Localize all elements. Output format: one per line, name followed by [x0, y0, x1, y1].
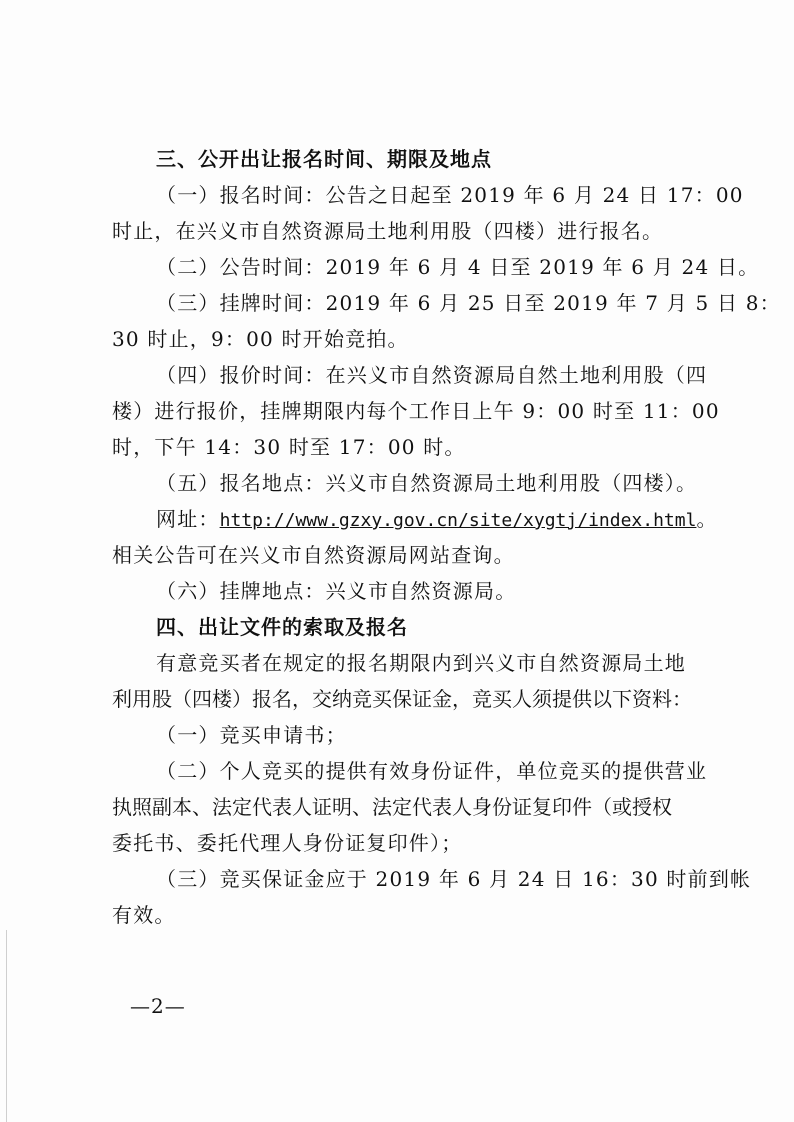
section-3-item-3-line-1: （三）挂牌时间：2019 年 6 月 25 日至 2019 年 7 月 5 日 8： [156, 291, 781, 315]
section-4-item-2-line-1: （二）个人竞买的提供有效身份证件，单位竞买的提供营业 [156, 759, 708, 783]
section-4-item-2-line-3: 委托书、委托代理人身份证复印件）； [112, 831, 463, 855]
website-suffix: 。 [696, 507, 717, 531]
section-3-item-4-line-1: （四）报价时间：在兴义市自然资源局自然土地利用股（四 [156, 363, 708, 387]
section-3-item-6: （六）挂牌地点：兴义市自然资源局。 [156, 579, 517, 603]
section-3-item-3-line-2: 30 时止，9：00 时开始竞拍。 [112, 327, 409, 351]
section-3-item-4-line-3: 时，下午 14：30 时至 17：00 时。 [112, 435, 466, 459]
section-4-intro-line-1: 有意竞买者在规定的报名期限内到兴义市自然资源局土地 [156, 651, 686, 675]
section-4-item-2-line-2: 执照副本、法定代表人证明、法定代表人身份证复印件（或授权 [112, 795, 672, 819]
section-4-item-3-line-1: （三）竞买保证金应于 2019 年 6 月 24 日 16：30 时前到帐 [156, 867, 752, 891]
scan-edge-line [6, 930, 7, 1122]
section-4-item-1: （一）竞买申请书； [156, 723, 347, 747]
section-4-heading: 四、出让文件的索取及报名 [156, 615, 408, 639]
document-body [112, 141, 781, 933]
section-4-intro-line-2: 利用股（四楼）报名，交纳竞买保证金，竞买人须提供以下资料： [112, 687, 692, 711]
website-link[interactable]: http://www.gzxy.gov.cn/site/xygtj/index.html [219, 510, 697, 531]
section-3-item-5: （五）报名地点：兴义市自然资源局土地利用股（四楼）。 [156, 471, 698, 495]
section-3-website [112, 501, 717, 537]
page-number: —2— [130, 994, 186, 1018]
section-3-website-note: 相关公告可在兴义市自然资源局网站查询。 [112, 543, 515, 567]
section-3-item-1-line-1: （一）报名时间：公告之日起至 2019 年 6 月 24 日 17：00 [156, 183, 744, 207]
section-3-heading: 三、公开出让报名时间、期限及地点 [156, 147, 492, 171]
section-3-item-2: （二）公告时间：2019 年 6 月 4 日至 2019 年 6 月 24 日。 [156, 255, 760, 279]
section-3-item-1-line-2: 时止，在兴义市自然资源局土地利用股（四楼）进行报名。 [112, 219, 664, 243]
website-prefix: 网址： [156, 507, 220, 531]
section-3-item-4-line-2: 楼）进行报价，挂牌期限内每个工作日上午 9：00 时至 11：00 [112, 399, 720, 423]
section-4-item-3-line-2: 有效。 [112, 903, 176, 927]
